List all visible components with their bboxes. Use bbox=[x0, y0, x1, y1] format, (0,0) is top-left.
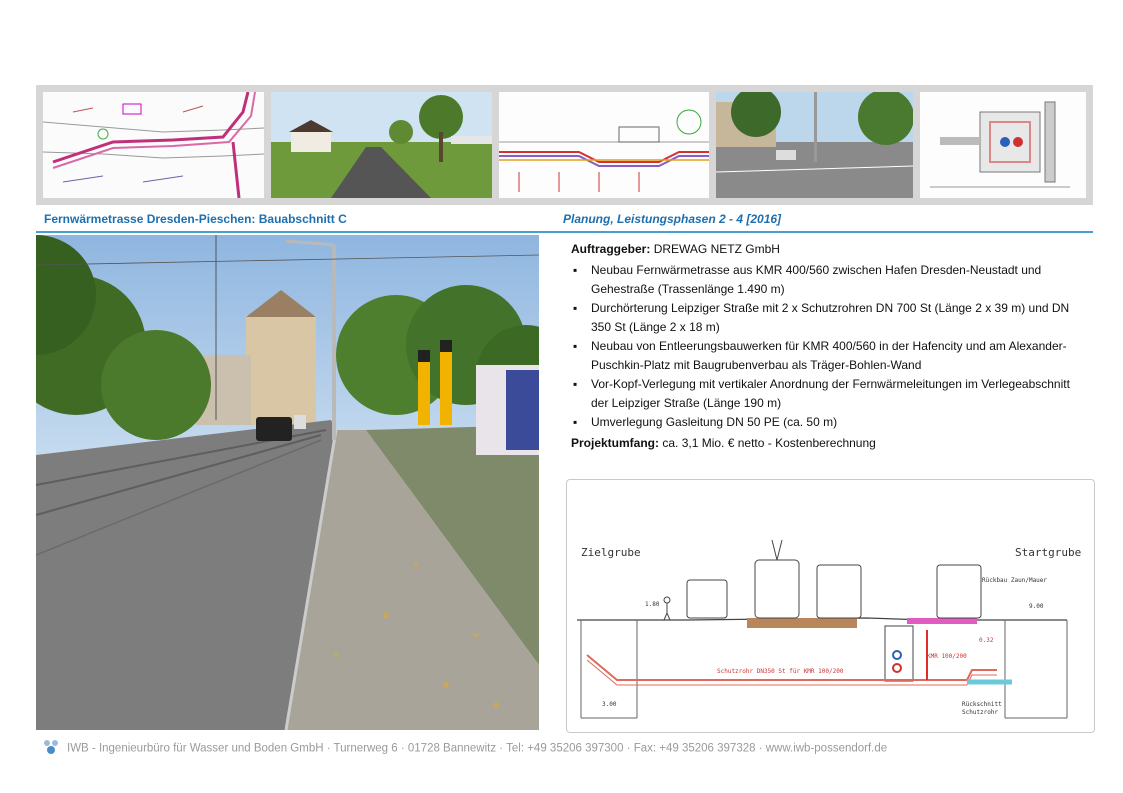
note-kmr: KMR 100/200 bbox=[927, 653, 967, 660]
main-street-photo bbox=[36, 235, 539, 730]
right-pit-label: Startgrube bbox=[1015, 546, 1082, 559]
iwb-logo-icon bbox=[43, 739, 61, 758]
client-line bbox=[571, 240, 1086, 259]
shaft-detail-thumbnail bbox=[920, 92, 1086, 198]
client-value: DREWAG NETZ GmbH bbox=[653, 242, 780, 256]
dim-left: 3.00 bbox=[602, 701, 617, 708]
scope-line bbox=[571, 434, 1086, 453]
thumbnail-strip bbox=[36, 85, 1093, 205]
footer bbox=[43, 739, 887, 757]
list-item: ▪ Durchörterung Leipziger Straße mit 2 x Schutzrohren DN 700 St (Länge 2 x 39 m) und DN 350 St (Länge 2 x 18 m) bbox=[571, 299, 1086, 337]
list-item: ▪ Neubau von Entleerungsbauwerken für KMR 400/560 in der Hafencity und am Alexander-Puschkin-Platz mit Baugrubenverbau als Träger-Bohlen-Wand bbox=[571, 337, 1086, 375]
scope-label: Projektumfang: bbox=[571, 436, 660, 450]
left-pit-label: Zielgrube bbox=[581, 546, 641, 559]
phase-title: Planung, Leistungsphasen 2 - 4 [2016] bbox=[563, 212, 782, 226]
section-drawing bbox=[566, 479, 1095, 733]
bike-path-photo-thumbnail bbox=[271, 92, 492, 198]
note-back: Rückschnitt bbox=[962, 701, 1002, 708]
project-title: Fernwärmetrasse Dresden-Pieschen: Bauabschnitt C bbox=[44, 212, 347, 226]
list-item: ▪ Vor-Kopf-Verlegung mit vertikaler Anordnung der Fernwärmeleitungen im Verlegeabschnitt der Leipziger Straße (Länge 190 m) bbox=[571, 375, 1086, 413]
title-divider bbox=[36, 231, 1093, 233]
dim-top: 1.80 bbox=[645, 601, 660, 608]
dim-h: 0.32 bbox=[979, 637, 994, 644]
footer-text: IWB - Ingenieurbüro für Wasser und Boden GmbH · Turnerweg 6 · 01728 Bannewitz · Tel: +49 35206 397300 · Fax: +49 35206 397328 · www.iwb-possendorf.de bbox=[67, 742, 888, 755]
list-item: ▪ Neubau Fernwärmetrasse aus KMR 400/560 zwischen Hafen Dresden-Neustadt und Gehestraße (Trassenlänge 1.490 m) bbox=[571, 261, 1086, 299]
dim-right: 9.00 bbox=[1029, 603, 1044, 610]
note-wall: Rückbau Zaun/Mauer bbox=[982, 577, 1048, 584]
street-photo-thumbnail bbox=[716, 92, 913, 198]
project-description bbox=[571, 240, 1086, 453]
note-back2: Schutzrohr bbox=[962, 709, 999, 716]
note-pipe: Schutzrohr DN350 St für KMR 100/200 bbox=[717, 668, 844, 675]
site-plan-thumbnail bbox=[43, 92, 264, 198]
cross-section-thumbnail bbox=[499, 92, 709, 198]
scope-list bbox=[571, 261, 1086, 432]
list-item: ▪ Umverlegung Gasleitung DN 50 PE (ca. 50 m) bbox=[571, 413, 1086, 432]
scope-value: ca. 3,1 Mio. € netto - Kostenberechnung bbox=[662, 436, 876, 450]
client-label: Auftraggeber: bbox=[571, 242, 651, 256]
